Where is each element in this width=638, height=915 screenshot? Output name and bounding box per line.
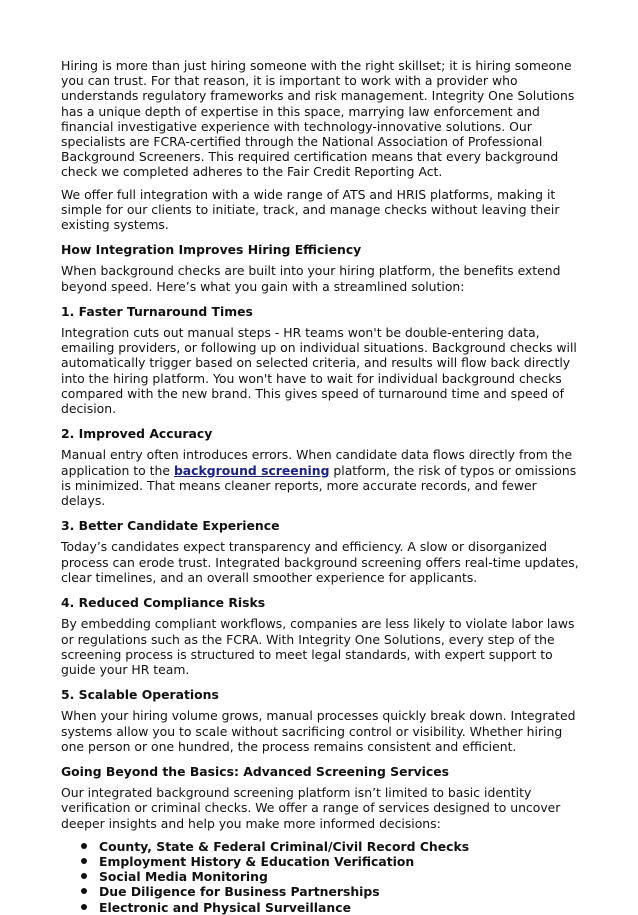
benefit-3-heading: 3. Better Candidate Experience xyxy=(61,518,280,534)
benefit-3-text: Today’s candidates expect transparency and efficiency. A slow or disorganized process can erode trust. Integrated background screening offers real-time updates, clear timelines, and an overall smoother experience for applicants. xyxy=(61,539,579,585)
advanced-heading: Going Beyond the Basics: Advanced Screening Services xyxy=(61,763,450,779)
bullet-icon xyxy=(81,873,87,879)
service-label: Social Media Monitoring xyxy=(99,869,268,885)
integration-heading: How Integration Improves Hiring Efficiency xyxy=(61,242,362,258)
benefit-2-text-before: Manual entry often introduces errors. When candidate data flows directly from the application to the xyxy=(61,447,573,478)
services-list xyxy=(61,839,580,915)
benefit-5-text: When your hiring volume grows, manual processes quickly break down. Integrated systems allow you to scale without sacrificing control or visibility. Whether hiring one person or one hundred, the process remains consistent and efficient. xyxy=(61,708,576,754)
benefit-1-text: Integration cuts out manual steps - HR teams won't be double-entering data, emailing providers, or following up on individual situations. Background checks will automatically trigger based on selected criteria, and results will flow back directly into the hiring platform. You won't have to wait for individual background checks compared with the new brand. This gives speed of turnaround time and speed of decision. xyxy=(61,325,577,417)
intro-paragraph-1: Hiring is more than just hiring someone with the right skillset; it is hiring someone you can trust. For that reason, it is important to work with a provider who understands regulatory frameworks and risk management. Integrity One Solutions has a unique depth of expertise in this space, marrying law enforcement and financial investigative experience with technology-innovative solutions. Our specialists are FCRA-certified through the National Association of Professional Background Screeners. This required certification means that every background check we completed adheres to the Fair Credit Reporting Act. xyxy=(61,58,575,180)
service-label: Electronic and Physical Surveillance xyxy=(99,899,351,915)
benefit-1-heading: 1. Faster Turnaround Times xyxy=(61,303,253,319)
benefit-4-text: By embedding compliant workflows, companies are less likely to violate labor laws or regulations such as the FCRA. With Integrity One Solutions, every step of the screening process is structured to meet legal standards, with expert support to guide your HR team. xyxy=(61,616,575,677)
integration-intro: When background checks are built into your hiring platform, the benefits extend beyond speed. Here’s what you gain with a streamlined solution: xyxy=(61,263,561,294)
benefit-2-text xyxy=(61,447,580,508)
service-label: Due Diligence for Business Partnerships xyxy=(99,884,380,900)
list-item xyxy=(81,839,580,854)
list-item xyxy=(81,884,580,899)
benefit-5-heading: 5. Scalable Operations xyxy=(61,687,219,703)
background-screening-link[interactable]: background screening xyxy=(173,462,330,478)
intro-paragraph-2: We offer full integration with a wide range of ATS and HRIS platforms, making it simple for our clients to initiate, track, and manage checks without leaving their existing systems. xyxy=(61,186,560,233)
bullet-icon xyxy=(81,843,87,849)
benefit-4-heading: 4. Reduced Compliance Risks xyxy=(61,595,266,611)
benefit-2-text-after: platform, the risk of typos or omissions is minimized. That means cleaner reports, more accurate records, and fewer delays. xyxy=(61,462,577,509)
list-item xyxy=(81,869,580,884)
benefit-2-heading: 2. Improved Accuracy xyxy=(61,426,213,442)
list-item xyxy=(81,854,580,869)
advanced-intro: Our integrated background screening platform isn’t limited to basic identity verification or criminal checks. We offer a range of services designed to uncover deeper insights and help you make more informed decisions: xyxy=(61,785,561,831)
bullet-icon xyxy=(81,858,87,864)
service-label: County, State & Federal Criminal/Civil Record Checks xyxy=(99,838,470,854)
bullet-icon xyxy=(81,888,87,894)
service-label: Employment History & Education Verification xyxy=(99,853,415,869)
bullet-icon xyxy=(81,904,87,910)
